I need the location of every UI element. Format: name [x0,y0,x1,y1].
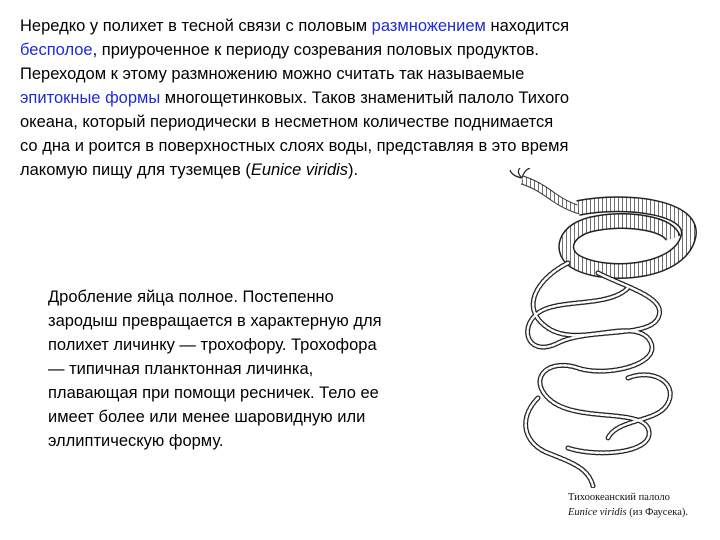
text-run: многощетинковых. Таков знаменитый палоло Тихого [160,89,570,107]
text-line: океана, который периодически в несметном количестве поднимается [20,113,554,131]
caption-line [568,505,718,520]
text-line: Переходом к этому размножению можно считать так называемые [20,65,525,83]
figure-caption [568,490,718,520]
text-line: эллиптическую форму. [48,432,224,450]
text-line: Дробление яйца полное. Постепенно [48,288,334,306]
text-line: имеет более или менее шаровидную или [48,408,366,426]
link-epitoke-forms[interactable]: эпитокные формы [20,89,161,107]
caption-line: Тихоокеанский палоло [568,492,670,503]
worm-anterior-coil [566,204,689,271]
text-run: ). [348,161,359,179]
text-line: полихет личинку — трохофору. Трохофора [48,336,377,354]
paragraph-development [48,285,468,453]
caption-source: (из Фаусека). [626,507,688,518]
caption-species: Eunice viridis [568,507,627,518]
link-asexual[interactable]: бесполое [20,41,93,59]
text-line [20,14,700,38]
text-run: лакомую пищу для туземцев ( [20,161,251,179]
worm-head [510,168,580,210]
link-reproduction[interactable]: размножением [371,17,486,35]
paragraph-intro [20,14,700,182]
text-line: со дна и роится в поверхностных слоях воды, представляя в это время [20,137,569,155]
text-run: , приуроченное к периоду созревания половых продуктов. [92,41,539,59]
text-run: находится [485,17,570,35]
text-line [20,38,700,62]
species-name: Eunice viridis [250,161,349,179]
text-run: Нередко у полихет в тесной связи с половым [20,17,372,35]
text-line [20,86,700,110]
text-line: плавающая при помощи ресничек. Тело ее [48,384,379,402]
worm-drawing [478,168,716,488]
text-line: зародыш превращается в характерную для [48,312,382,330]
text-line: — типичная планктонная личинка, [48,360,314,378]
palolo-worm-illustration [478,168,716,528]
